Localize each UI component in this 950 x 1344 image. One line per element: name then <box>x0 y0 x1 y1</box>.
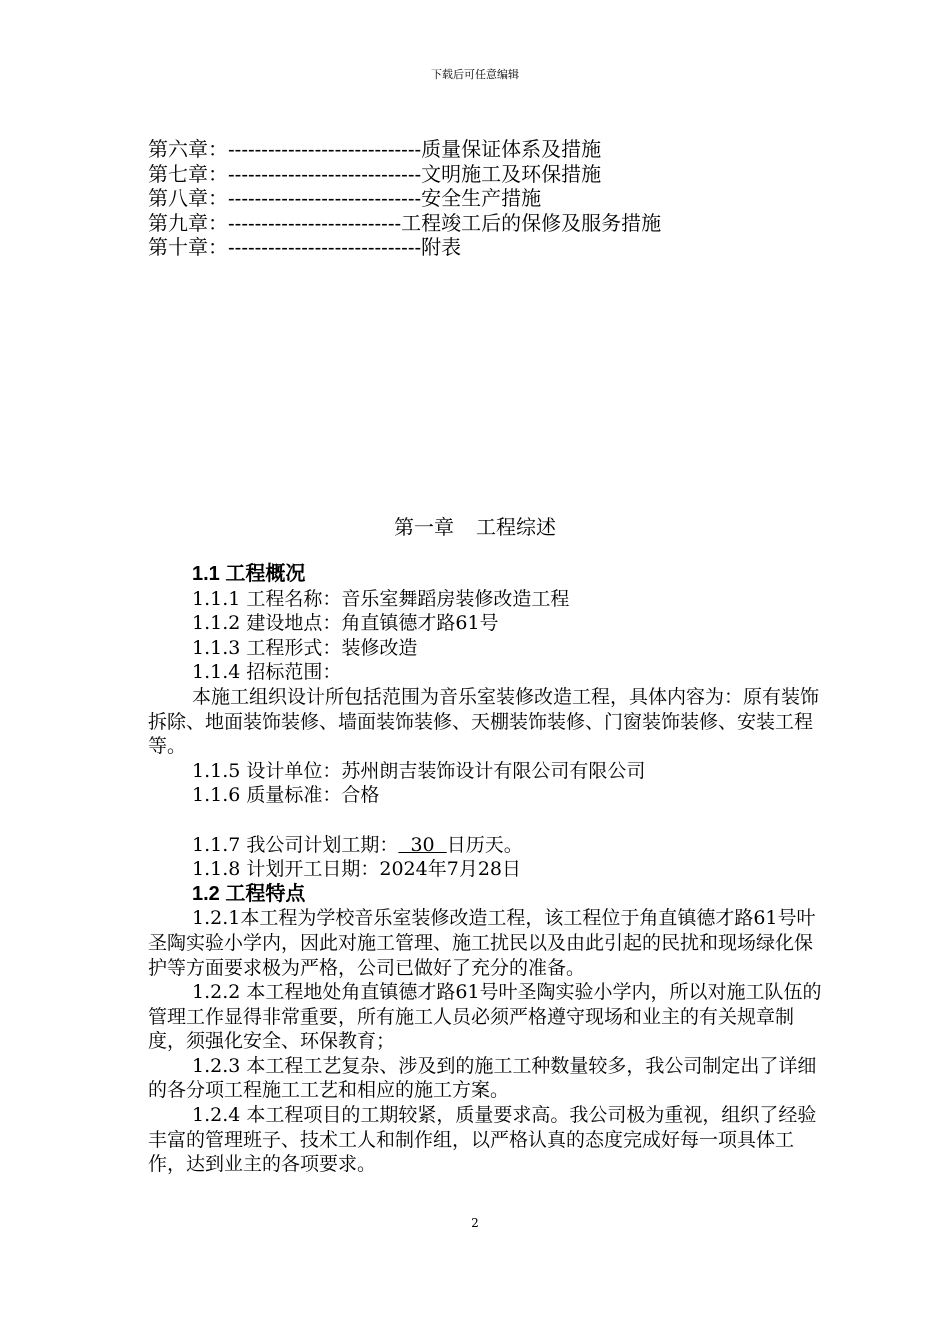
toc-title: 附表 <box>421 237 462 259</box>
toc-chapter: 第十章： <box>148 237 228 259</box>
toc-entry <box>148 187 808 212</box>
section-heading: 1.1 工程概况 <box>192 563 306 585</box>
list-item: 1.1.2 建设地点：角直镇德才路61号 <box>192 612 499 635</box>
list-item: 1.1.1 工程名称：音乐室舞蹈房装修改造工程 <box>192 587 570 610</box>
list-item: 1.1.3 工程形式：装修改造 <box>192 636 418 659</box>
chapter-name: 工程综述 <box>476 517 556 539</box>
toc-entry <box>148 236 808 261</box>
blank-line <box>148 808 828 833</box>
paragraph: 1.2.2 本工程地处角直镇德才路61号叶圣陶实验小学内，所以对施工队伍的管理工作显得非常重要，所有施工人员必须严格遵守现场和业主的有关规章制度，须强化安全、环保教育； <box>148 981 822 1053</box>
toc-leader: ----------------------------- <box>228 237 422 259</box>
scope-paragraph: 本施工组织设计所包括范围为音乐室装修改造工程，具体内容为：原有装饰拆除、地面装饰装修、墙面装饰装修、天棚装饰装修、门窗装饰装修、安装工程等。 <box>148 685 820 758</box>
toc-leader: ----------------------------- <box>228 139 422 161</box>
toc-entry <box>148 212 808 237</box>
list-item: 1.1.4 招标范围： <box>192 661 342 684</box>
schedule-label: 1.1.7 我公司计划工期： <box>192 833 399 856</box>
schedule-unit: 日历天。 <box>446 833 523 856</box>
chapter-title <box>0 511 950 540</box>
toc-chapter: 第九章： <box>148 212 228 235</box>
list-item: 1.1.6 质量标准：合格 <box>192 784 380 807</box>
table-of-contents <box>148 138 808 261</box>
chapter-number: 第一章 <box>394 517 454 539</box>
section-heading: 1.2 工程特点 <box>192 882 306 905</box>
document-body <box>148 562 828 1177</box>
toc-leader: ----------------------------- <box>228 163 422 186</box>
toc-leader: -------------------------- <box>228 212 402 235</box>
toc-title: 安全生产措施 <box>421 188 542 210</box>
toc-chapter: 第六章： <box>148 139 228 161</box>
page-header: 下载后可任意编辑 <box>431 68 519 81</box>
paragraph: 1.2.4 本工程项目的工期较紧，质量要求高。我公司极为重视，组织了经验丰富的管理班子、技术工人和制作组，以严格认真的态度完成好每一项具体工作，达到业主的各项要求。 <box>148 1104 817 1176</box>
toc-chapter: 第七章： <box>148 163 228 186</box>
page-number: 2 <box>471 1216 479 1230</box>
paragraph: 1.2.3 本工程工艺复杂、涉及到的施工工种数量较多，我公司制定出了详细的各分项工程施工工艺和相应的施工方案。 <box>148 1054 817 1102</box>
toc-leader: ----------------------------- <box>228 188 422 210</box>
toc-title: 文明施工及环保措施 <box>421 163 602 186</box>
paragraph: 1.2.1本工程为学校音乐室装修改造工程，该工程位于角直镇德才路61号叶圣陶实验小学内，因此对施工管理、施工扰民以及由此引起的民扰和现场绿化保护等方面要求极为严格，公司已做好了充分的准备。 <box>148 907 816 979</box>
list-item: 1.1.8 计划开工日期：2024年7月28日 <box>192 858 522 881</box>
list-item: 1.1.5 设计单位：苏州朗吉装饰设计有限公司有限公司 <box>192 759 646 782</box>
toc-chapter: 第八章： <box>148 188 228 210</box>
schedule-days-value: 30 <box>398 833 447 856</box>
list-item <box>148 833 828 858</box>
toc-title: 质量保证体系及措施 <box>421 139 602 161</box>
toc-entry <box>148 163 808 188</box>
toc-title: 工程竣工后的保修及服务措施 <box>401 212 662 235</box>
toc-entry <box>148 138 808 163</box>
